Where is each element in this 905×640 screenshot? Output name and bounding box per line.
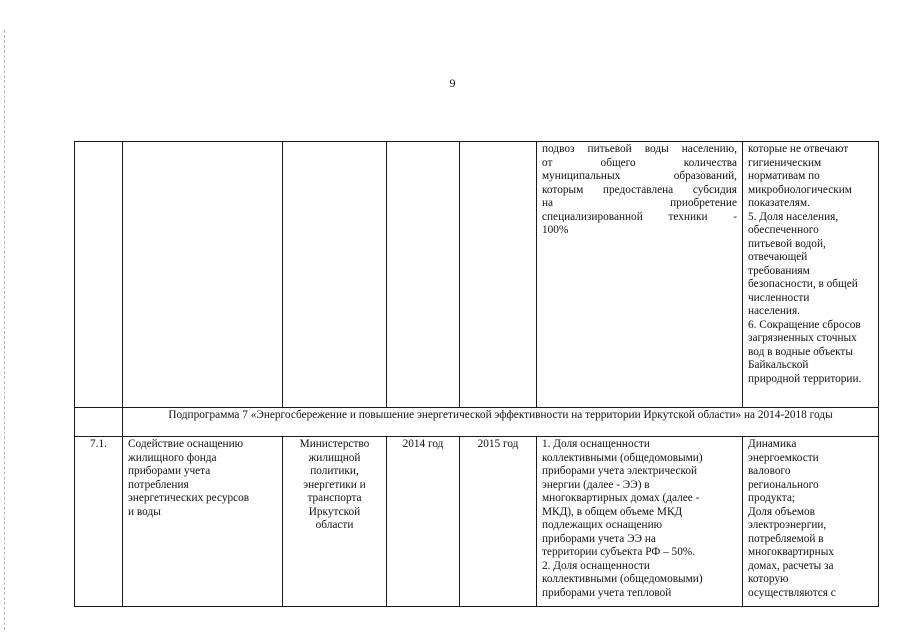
result-line: на приобретение (542, 197, 737, 209)
result-line: подвоз питьевой воды населению, (542, 143, 737, 155)
cell-number (75, 408, 123, 437)
result-line: муниципальных образований, (542, 170, 737, 182)
indicators-text: Динамика энергоемкости валового регионального продукта; Доля объемов электроэнергии, потребляемой в многоквартирных домах, расчеты за которую осуществляются с (748, 438, 836, 599)
table-row-7-1 (75, 437, 879, 607)
cell-indicators: которые не отвечают гигиеническим нормативам по микробиологическим показателям. 5. Доля населения, обеспеченного питьевой водой, отвечающей требованиям безопасности, в общей численности населения. 6. Сокращение сбросов загрязненных сточных вод в водные объекты Байкальской природной территории. (743, 142, 879, 408)
program-table (74, 141, 879, 607)
cell-end-year: 2015 год (460, 437, 537, 607)
cell-end-year (460, 142, 537, 408)
cell-indicators (743, 437, 879, 607)
cell-expected-result (537, 142, 743, 408)
subprogram-header: Подпрограмма 7 «Энергосбережение и повышение энергетической эффективности на территории Иркутской области» на 2014-2018 годы (123, 408, 879, 437)
table-row-continuation (75, 142, 879, 408)
cell-measure: Содействие оснащению жилищного фонда приборами учета потребления энергетических ресурсов и воды (123, 437, 283, 607)
cell-measure (123, 142, 283, 408)
cell-executor: Министерство жилищной политики, энергетики и транспорта Иркутской области (283, 437, 387, 607)
page-number: 9 (449, 76, 456, 90)
scan-edge-mark (4, 30, 6, 630)
result-line: специализированной техники - (542, 210, 737, 223)
result-text: 1. Доля оснащенности коллективными (общедомовыми) приборами учета электрической энергии (далее - ЭЭ) в многоквартирных домах (далее - МКД), в общем объеме МКД подлежащих оснащению приборами учета ЭЭ на территории субъекта РФ – 50%. 2. Доля оснащенности коллективными (общедомовыми) приборами учета тепловой (542, 438, 703, 599)
table-row-subprogram (75, 408, 879, 437)
cell-start-year: 2014 год (387, 437, 460, 607)
cell-number (75, 142, 123, 408)
cell-expected-result (537, 437, 743, 607)
result-line: от общего количества (542, 156, 737, 169)
cell-start-year (387, 142, 460, 408)
cell-executor (283, 142, 387, 408)
result-line: которым предоставлена субсидия (542, 183, 737, 196)
cell-number: 7.1. (75, 437, 123, 607)
result-line: 100% (542, 224, 569, 236)
